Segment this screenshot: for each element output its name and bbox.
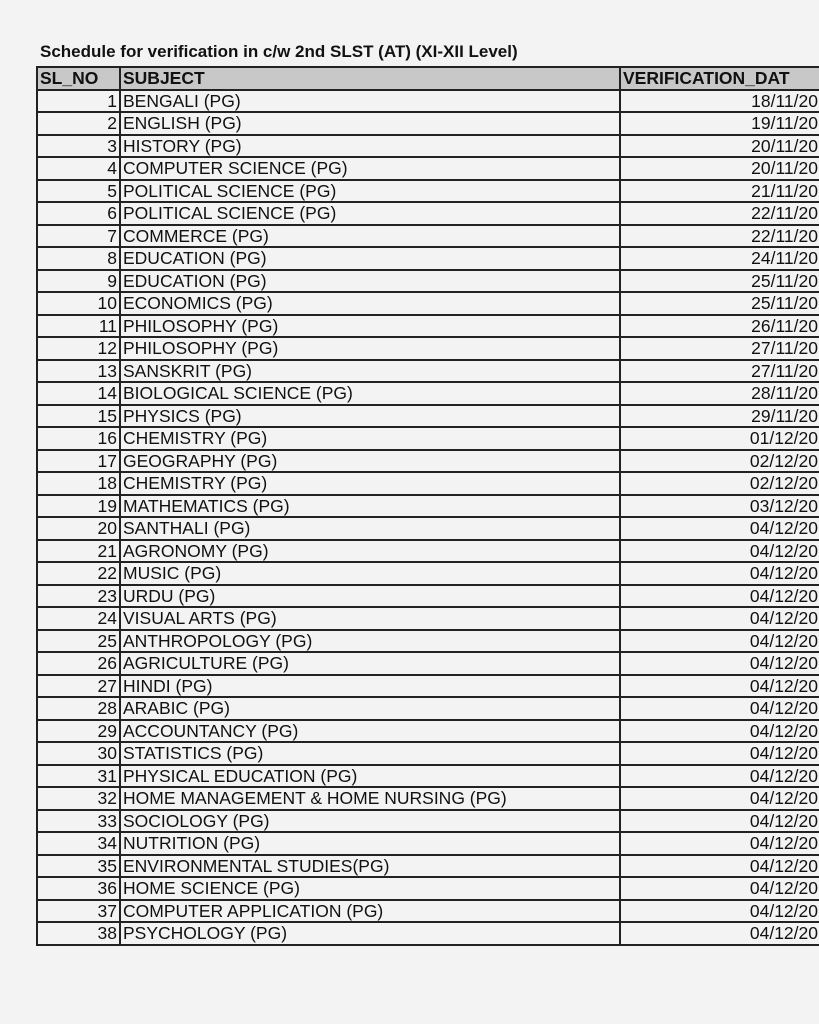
table-row xyxy=(37,247,819,270)
cell-subject: SOCIOLOGY (PG) xyxy=(120,810,620,833)
cell-sl-no: 8 xyxy=(37,247,120,270)
cell-verification-date: 25/11/20 xyxy=(620,270,819,293)
cell-subject: ENGLISH (PG) xyxy=(120,112,620,135)
cell-sl-no: 14 xyxy=(37,382,120,405)
cell-verification-date: 22/11/20 xyxy=(620,225,819,248)
cell-verification-date: 04/12/20 xyxy=(620,540,819,563)
cell-sl-no: 3 xyxy=(37,135,120,158)
cell-sl-no: 28 xyxy=(37,697,120,720)
cell-verification-date: 22/11/20 xyxy=(620,202,819,225)
cell-sl-no: 19 xyxy=(37,495,120,518)
cell-sl-no: 4 xyxy=(37,157,120,180)
cell-verification-date: 04/12/20 xyxy=(620,585,819,608)
cell-verification-date: 04/12/20 xyxy=(620,607,819,630)
cell-verification-date: 02/12/20 xyxy=(620,450,819,473)
cell-subject: ECONOMICS (PG) xyxy=(120,292,620,315)
cell-sl-no: 30 xyxy=(37,742,120,765)
cell-sl-no: 37 xyxy=(37,900,120,923)
cell-subject: ANTHROPOLOGY (PG) xyxy=(120,630,620,653)
table-row xyxy=(37,832,819,855)
cell-subject: CHEMISTRY (PG) xyxy=(120,427,620,450)
table-row xyxy=(37,427,819,450)
table-row xyxy=(37,787,819,810)
table-row xyxy=(37,900,819,923)
cell-subject: HINDI (PG) xyxy=(120,675,620,698)
table-row xyxy=(37,450,819,473)
cell-sl-no: 23 xyxy=(37,585,120,608)
cell-subject: COMPUTER SCIENCE (PG) xyxy=(120,157,620,180)
cell-subject: COMPUTER APPLICATION (PG) xyxy=(120,900,620,923)
header-sl-no: SL_NO xyxy=(37,67,120,90)
table-row xyxy=(37,202,819,225)
cell-subject: EDUCATION (PG) xyxy=(120,270,620,293)
cell-verification-date: 29/11/20 xyxy=(620,405,819,428)
cell-verification-date: 02/12/20 xyxy=(620,472,819,495)
cell-verification-date: 20/11/20 xyxy=(620,157,819,180)
table-row xyxy=(37,135,819,158)
cell-verification-date: 04/12/20 xyxy=(620,562,819,585)
cell-subject: ARABIC (PG) xyxy=(120,697,620,720)
cell-subject: PSYCHOLOGY (PG) xyxy=(120,922,620,945)
cell-subject: HOME MANAGEMENT & HOME NURSING (PG) xyxy=(120,787,620,810)
cell-verification-date: 04/12/20 xyxy=(620,810,819,833)
cell-sl-no: 11 xyxy=(37,315,120,338)
cell-sl-no: 13 xyxy=(37,360,120,383)
cell-subject: HOME SCIENCE (PG) xyxy=(120,877,620,900)
table-row xyxy=(37,360,819,383)
cell-verification-date: 26/11/20 xyxy=(620,315,819,338)
cell-sl-no: 1 xyxy=(37,90,120,113)
cell-subject: PHYSICS (PG) xyxy=(120,405,620,428)
cell-sl-no: 33 xyxy=(37,810,120,833)
cell-sl-no: 32 xyxy=(37,787,120,810)
cell-verification-date: 27/11/20 xyxy=(620,337,819,360)
cell-verification-date: 04/12/20 xyxy=(620,517,819,540)
table-row xyxy=(37,337,819,360)
table-row xyxy=(37,720,819,743)
cell-verification-date: 04/12/20 xyxy=(620,922,819,945)
cell-verification-date: 25/11/20 xyxy=(620,292,819,315)
table-row xyxy=(37,652,819,675)
cell-verification-date: 04/12/20 xyxy=(620,630,819,653)
cell-subject: NUTRITION (PG) xyxy=(120,832,620,855)
cell-sl-no: 22 xyxy=(37,562,120,585)
cell-subject: HISTORY (PG) xyxy=(120,135,620,158)
table-row xyxy=(37,855,819,878)
cell-sl-no: 38 xyxy=(37,922,120,945)
cell-verification-date: 18/11/20 xyxy=(620,90,819,113)
cell-subject: ENVIRONMENTAL STUDIES(PG) xyxy=(120,855,620,878)
table-row xyxy=(37,607,819,630)
cell-sl-no: 10 xyxy=(37,292,120,315)
cell-subject: URDU (PG) xyxy=(120,585,620,608)
cell-subject: POLITICAL SCIENCE (PG) xyxy=(120,202,620,225)
cell-subject: AGRICULTURE (PG) xyxy=(120,652,620,675)
table-row xyxy=(37,495,819,518)
table-row xyxy=(37,540,819,563)
cell-sl-no: 16 xyxy=(37,427,120,450)
cell-sl-no: 21 xyxy=(37,540,120,563)
cell-verification-date: 04/12/20 xyxy=(620,675,819,698)
cell-sl-no: 15 xyxy=(37,405,120,428)
cell-verification-date: 04/12/20 xyxy=(620,742,819,765)
cell-subject: CHEMISTRY (PG) xyxy=(120,472,620,495)
cell-sl-no: 25 xyxy=(37,630,120,653)
cell-verification-date: 04/12/20 xyxy=(620,652,819,675)
cell-subject: SANTHALI (PG) xyxy=(120,517,620,540)
table-row xyxy=(37,877,819,900)
table-row xyxy=(37,630,819,653)
table-row xyxy=(37,315,819,338)
table-row xyxy=(37,765,819,788)
cell-subject: VISUAL ARTS (PG) xyxy=(120,607,620,630)
header-verification-date: VERIFICATION_DAT xyxy=(620,67,819,90)
cell-sl-no: 7 xyxy=(37,225,120,248)
table-row xyxy=(37,675,819,698)
cell-sl-no: 36 xyxy=(37,877,120,900)
cell-verification-date: 04/12/20 xyxy=(620,855,819,878)
cell-sl-no: 2 xyxy=(37,112,120,135)
table-row xyxy=(37,157,819,180)
header-subject: SUBJECT xyxy=(120,67,620,90)
table-row xyxy=(37,112,819,135)
cell-subject: PHILOSOPHY (PG) xyxy=(120,337,620,360)
table-row xyxy=(37,742,819,765)
cell-subject: BENGALI (PG) xyxy=(120,90,620,113)
cell-subject: PHYSICAL EDUCATION (PG) xyxy=(120,765,620,788)
table-row xyxy=(37,472,819,495)
cell-subject: SANSKRIT (PG) xyxy=(120,360,620,383)
cell-verification-date: 04/12/20 xyxy=(620,720,819,743)
cell-subject: BIOLOGICAL SCIENCE (PG) xyxy=(120,382,620,405)
cell-verification-date: 03/12/20 xyxy=(620,495,819,518)
table-row xyxy=(37,382,819,405)
cell-sl-no: 34 xyxy=(37,832,120,855)
cell-verification-date: 27/11/20 xyxy=(620,360,819,383)
cell-verification-date: 04/12/20 xyxy=(620,900,819,923)
cell-verification-date: 21/11/20 xyxy=(620,180,819,203)
table-row xyxy=(37,292,819,315)
cell-subject: POLITICAL SCIENCE (PG) xyxy=(120,180,620,203)
cell-sl-no: 27 xyxy=(37,675,120,698)
cell-verification-date: 20/11/20 xyxy=(620,135,819,158)
table-row xyxy=(37,180,819,203)
cell-subject: ACCOUNTANCY (PG) xyxy=(120,720,620,743)
cell-sl-no: 31 xyxy=(37,765,120,788)
cell-subject: AGRONOMY (PG) xyxy=(120,540,620,563)
cell-sl-no: 29 xyxy=(37,720,120,743)
cell-sl-no: 24 xyxy=(37,607,120,630)
cell-subject: STATISTICS (PG) xyxy=(120,742,620,765)
cell-verification-date: 28/11/20 xyxy=(620,382,819,405)
table-row xyxy=(37,517,819,540)
cell-sl-no: 26 xyxy=(37,652,120,675)
cell-sl-no: 6 xyxy=(37,202,120,225)
table-row xyxy=(37,562,819,585)
table-row xyxy=(37,225,819,248)
cell-subject: MUSIC (PG) xyxy=(120,562,620,585)
table-row xyxy=(37,270,819,293)
cell-sl-no: 5 xyxy=(37,180,120,203)
table-row xyxy=(37,697,819,720)
cell-sl-no: 17 xyxy=(37,450,120,473)
cell-subject: COMMERCE (PG) xyxy=(120,225,620,248)
table-row xyxy=(37,405,819,428)
table-row xyxy=(37,90,819,113)
table-header-row xyxy=(37,67,819,90)
cell-verification-date: 04/12/20 xyxy=(620,832,819,855)
cell-sl-no: 9 xyxy=(37,270,120,293)
cell-verification-date: 04/12/20 xyxy=(620,877,819,900)
cell-verification-date: 04/12/20 xyxy=(620,765,819,788)
cell-sl-no: 20 xyxy=(37,517,120,540)
cell-verification-date: 04/12/20 xyxy=(620,697,819,720)
cell-verification-date: 19/11/20 xyxy=(620,112,819,135)
cell-sl-no: 35 xyxy=(37,855,120,878)
cell-sl-no: 18 xyxy=(37,472,120,495)
table-row xyxy=(37,810,819,833)
verification-schedule-table xyxy=(36,66,819,946)
cell-sl-no: 12 xyxy=(37,337,120,360)
table-row xyxy=(37,922,819,945)
cell-subject: PHILOSOPHY (PG) xyxy=(120,315,620,338)
cell-verification-date: 01/12/20 xyxy=(620,427,819,450)
cell-subject: MATHEMATICS (PG) xyxy=(120,495,620,518)
cell-verification-date: 24/11/20 xyxy=(620,247,819,270)
table-row xyxy=(37,585,819,608)
cell-subject: GEOGRAPHY (PG) xyxy=(120,450,620,473)
page-title: Schedule for verification in c/w 2nd SLST (AT) (XI-XII Level) xyxy=(40,42,518,61)
cell-subject: EDUCATION (PG) xyxy=(120,247,620,270)
cell-verification-date: 04/12/20 xyxy=(620,787,819,810)
